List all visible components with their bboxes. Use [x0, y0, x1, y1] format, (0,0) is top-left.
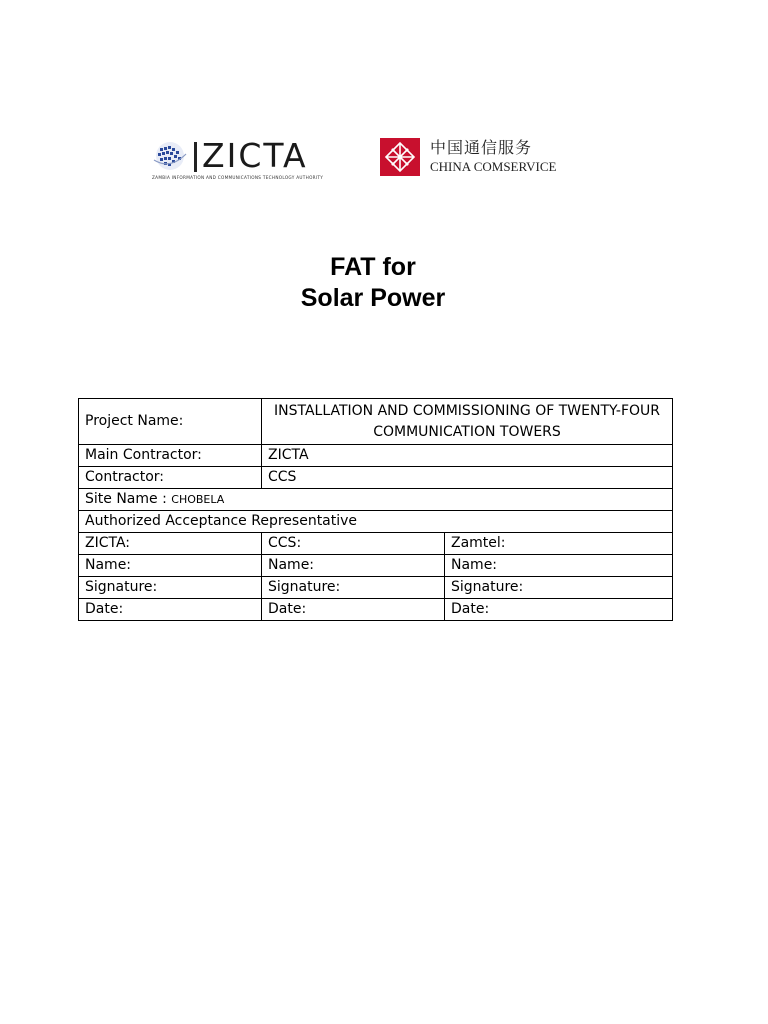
acceptance-header: Authorized Acceptance Representative	[79, 511, 673, 533]
table-row	[79, 577, 673, 599]
table-row	[79, 555, 673, 577]
main-contractor-value: ZICTA	[262, 445, 673, 467]
signatory-org-zicta: ZICTA:	[79, 533, 262, 555]
contractor-label: Contractor:	[79, 467, 262, 489]
signature-field-zamtel: Signature:	[445, 577, 673, 599]
table-row	[79, 489, 673, 511]
document-title	[0, 252, 746, 314]
name-field-zamtel: Name:	[445, 555, 673, 577]
signature-field-zicta: Signature:	[79, 577, 262, 599]
site-name-label: Site Name :	[85, 491, 167, 507]
zicta-wordmark: ZICTA	[202, 136, 308, 175]
china-comservice-chinese-name: 中国通信服务	[430, 138, 533, 157]
name-field-ccs: Name:	[262, 555, 445, 577]
site-name-value: CHOBELA	[171, 493, 225, 506]
date-field-zicta: Date:	[79, 599, 262, 621]
china-comservice-mark-icon	[380, 138, 420, 176]
date-field-zamtel: Date:	[445, 599, 673, 621]
zicta-globe-icon	[152, 140, 188, 172]
table-row	[79, 467, 673, 489]
signatory-org-ccs: CCS:	[262, 533, 445, 555]
header-logos	[150, 136, 620, 186]
contractor-value: CCS	[262, 467, 673, 489]
china-comservice-logo	[380, 138, 565, 178]
table-row	[79, 445, 673, 467]
table-row	[79, 599, 673, 621]
zicta-subtitle: ZAMBIA INFORMATION AND COMMUNICATIONS TECHNOLOGY AUTHORITY	[152, 175, 324, 180]
date-field-ccs: Date:	[262, 599, 445, 621]
signature-field-ccs: Signature:	[262, 577, 445, 599]
table-row	[79, 399, 673, 445]
main-contractor-label: Main Contractor:	[79, 445, 262, 467]
table-row	[79, 533, 673, 555]
signatory-org-zamtel: Zamtel:	[445, 533, 673, 555]
project-name-value: INSTALLATION AND COMMISSIONING OF TWENTY-FOUR COMMUNICATION TOWERS	[262, 399, 673, 445]
project-name-label: Project Name:	[79, 399, 262, 445]
acceptance-table	[78, 398, 673, 621]
china-comservice-english-name: CHINA COMSERVICE	[430, 159, 557, 174]
zicta-logo	[150, 136, 350, 186]
site-name-cell	[79, 489, 673, 511]
name-field-zicta: Name:	[79, 555, 262, 577]
title-line-1: FAT for	[330, 253, 416, 281]
zicta-divider	[194, 142, 197, 172]
table-row	[79, 511, 673, 533]
title-line-2: Solar Power	[300, 284, 446, 312]
